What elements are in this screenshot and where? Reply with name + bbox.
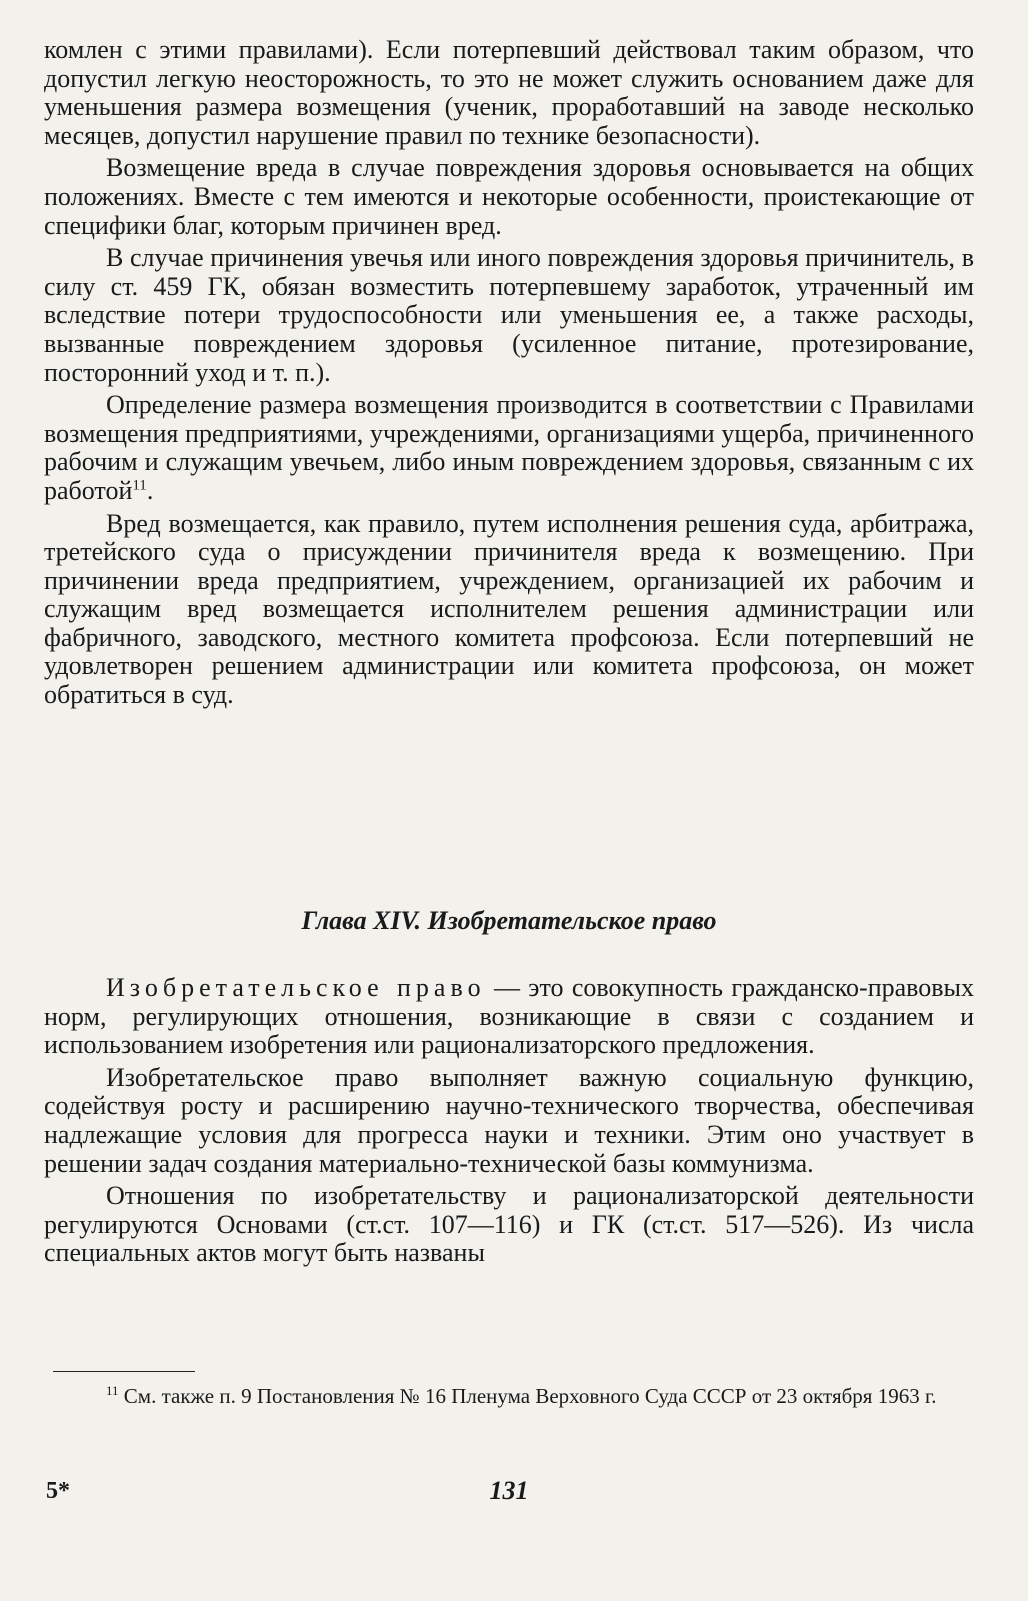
paragraph-definition-text: — это совокупность гражданско-правовых норм, регулирующих отношения, возникающие в связи с созданием и использованием изобретения или рационализаторского предложения. <box>44 973 974 1060</box>
paragraph-continued: комлен с этими правилами). Если потерпевший действовал таким образом, что допустил легкую неосторожность, то это не может служить основанием даже для уменьшения размера возмещения (ученик, проработавший на заводе несколько месяцев, допустил нарушение правил по технике безопасности). <box>44 35 974 150</box>
defined-term: Изобретательское право <box>106 973 486 1002</box>
paragraph-compensation-size <box>44 391 974 505</box>
paragraph-definition <box>44 974 974 1060</box>
footnote-reference[interactable]: 11 <box>132 477 147 494</box>
chapter-body <box>44 974 974 1268</box>
paragraph-compensation-size-text: Определение размера возмещения производится в соответствии с Правилами возмещения предприятиями, учреждениями, организациями ущерба, причиненного рабочим и служащим увечьем, либо иным повреждением здоровья, связанным с их работой <box>44 390 974 505</box>
paragraph-health-damage: Возмещение вреда в случае повреждения здоровья основывается на общих положениях. Вместе с тем имеются и некоторые особенности, проистекающие от специфики благ, которым причинен вред. <box>44 153 974 240</box>
printer-signature: 5* <box>46 1478 70 1504</box>
page-number: 131 <box>489 1476 529 1505</box>
paragraph-social-function: Изобретательское право выполняет важную социальную функцию, содействуя росту и расширению научно-технического творчества, обеспечивая надлежащие условия для прогресса науки и техники. Этим оно участвует в решении задач создания материально-технической базы коммунизма. <box>44 1062 974 1178</box>
paragraph-compensation-size-end: . <box>146 475 154 505</box>
page <box>44 35 974 1505</box>
paragraph-injury-compensation: В случае причинения увечья или иного повреждения здоровья причинитель, в силу ст. 459 ГК, обязан возместить потерпевшему заработок, утраченный им вследствие потери трудоспособности или уменьшения ее, а также расходы, вызванные повреждением здоровья (усиленное питание, протезирование, посторонний уход и т. п.). <box>44 243 974 387</box>
paragraph-regulation: Отношения по изобретательству и рационализаторской деятельности регулируются Основами (ст.ст. 107—116) и ГК (ст.ст. 517—526). Из числа специальных актов могут быть названы <box>44 1181 974 1268</box>
footnote-divider <box>53 1371 195 1372</box>
footnote-text: См. также п. 9 Постановления № 16 Пленума Верховного Суда СССР от 23 октября 1963 г. <box>118 1384 937 1408</box>
footnote-mark: 11 <box>106 1383 119 1398</box>
paragraph-damage-execution: Вред возмещается, как правило, путем исполнения решения суда, арбитража, третейского суда о присуждении причинителя вреда к возмещению. При причинении вреда предприятием, учреждением, организацией их рабочим и служащим вред возмещается исполнителем решения администрации или фабричного, заводского, местного комитета профсоюза. Если потерпевший не удовлетворен решением администрации или комитета профсоюза, он может обратиться в суд. <box>44 508 974 710</box>
footnote <box>44 1384 974 1408</box>
chapter-title: Глава XIV. Изобретательское право <box>301 906 717 935</box>
